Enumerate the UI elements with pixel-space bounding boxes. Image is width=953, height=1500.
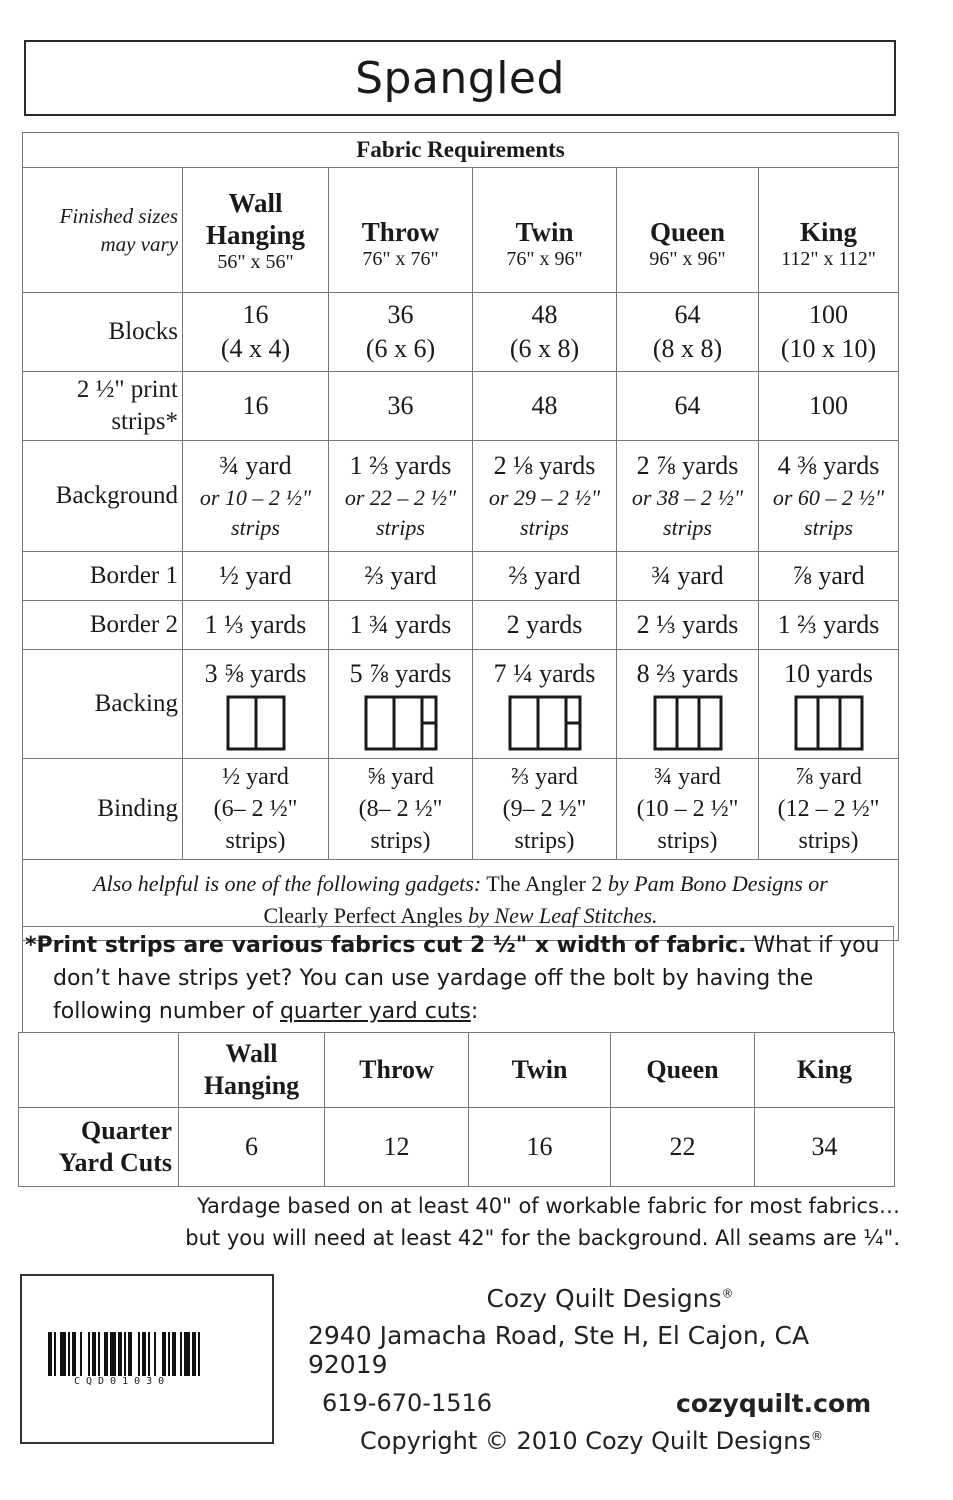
print-strips-cell: 64: [617, 372, 759, 441]
print-strips-row: [23, 372, 899, 441]
backing-diagram-icon: [226, 695, 286, 751]
border1-row: [23, 552, 899, 601]
quarter-header-cell: Throw: [325, 1033, 469, 1108]
backing-cell: 3 ⅝ yards: [183, 650, 329, 759]
quarter-value-cell: 6: [179, 1108, 325, 1187]
quarter-value-cell: 34: [755, 1108, 895, 1187]
background-cell: 1 ⅔ yards or 22 – 2 ½" strips: [329, 441, 473, 552]
fabric-requirements-table: [22, 132, 899, 941]
backing-diagram-icon: [653, 695, 723, 751]
background-label: Background: [23, 441, 183, 552]
border2-label: Border 2: [23, 601, 183, 650]
blocks-label: Blocks: [23, 293, 183, 372]
binding-cell: ½ yard (6– 2 ½" strips): [183, 759, 329, 860]
blocks-cell: 36 (6 x 6): [329, 293, 473, 372]
quarter-value-cell: 22: [611, 1108, 755, 1187]
company-phone: 619-670-1516: [322, 1389, 493, 1417]
pattern-title: Spangled: [355, 52, 565, 104]
backing-cell: 10 yards: [759, 650, 899, 759]
quarter-header-row: [19, 1033, 895, 1108]
backing-diagram-icon: [508, 695, 582, 751]
background-cell: 4 ⅜ yards or 60 – 2 ½" strips: [759, 441, 899, 552]
yardage-note: Yardage based on at least 40" of workable fabric for most fabrics… but you will need at least 42" for the background. All seams are ¼".: [185, 1194, 900, 1250]
company-name: Cozy Quilt Designs®: [486, 1284, 734, 1313]
size-twin: Twin 76" x 96": [473, 168, 617, 293]
binding-cell: ⅔ yard (9– 2 ½" strips): [473, 759, 617, 860]
border2-cell: 1 ⅔ yards: [759, 601, 899, 650]
blocks-row: [23, 293, 899, 372]
binding-cell: ⅝ yard (8– 2 ½" strips): [329, 759, 473, 860]
backing-cell: 7 ¼ yards: [473, 650, 617, 759]
blocks-cell: 64 (8 x 8): [617, 293, 759, 372]
background-cell: ¾ yard or 10 – 2 ½" strips: [183, 441, 329, 552]
finished-sizes-note: Finished sizes may vary: [23, 168, 183, 293]
border2-cell: 1 ¾ yards: [329, 601, 473, 650]
backing-label: Backing: [23, 650, 183, 759]
backing-cell: 5 ⅞ yards: [329, 650, 473, 759]
border1-cell: ⅔ yard: [473, 552, 617, 601]
blocks-cell: 100 (10 x 10): [759, 293, 899, 372]
binding-cell: ¾ yard (10 – 2 ½" strips): [617, 759, 759, 860]
quarter-yard-cuts-label: Quarter Yard Cuts: [19, 1108, 179, 1187]
gadgets-note: Also helpful is one of the following gadgets: The Angler 2 by Pam Bono Designs or Clearly Perfect Angles by New Leaf Stitches.: [23, 860, 899, 941]
quarter-header-cell: Twin: [469, 1033, 611, 1108]
print-strips-definition: *Print strips are various fabrics cut 2 ½" x width of fabric.: [25, 933, 747, 958]
backing-diagram-icon: [794, 695, 864, 751]
print-strips-note: *Print strips are various fabrics cut 2 ½" x width of fabric. What if you don’t have strips yet? You can use yardage off the bolt by having the following number of quarter yard cuts:: [22, 926, 894, 1032]
quarter-yard-cuts-table: [18, 1032, 895, 1187]
size-wall-hanging: Wall Hanging 56" x 56": [183, 168, 329, 293]
print-strips-label: 2 ½" print strips*: [23, 372, 183, 441]
company-address: 2940 Jamacha Road, Ste H, El Cajon, CA 92019: [308, 1321, 810, 1379]
quarter-header-cell: Wall Hanging: [179, 1033, 325, 1108]
barcode-icon: [48, 1332, 248, 1376]
barcode-text: CQD01030: [74, 1376, 171, 1387]
border1-label: Border 1: [23, 552, 183, 601]
copyright: Copyright © 2010 Cozy Quilt Designs®: [360, 1427, 823, 1455]
quarter-header-cell: King: [755, 1033, 895, 1108]
size-header-row: [23, 168, 899, 293]
binding-cell: ⅞ yard (12 – 2 ½" strips): [759, 759, 899, 860]
print-strips-cell: 48: [473, 372, 617, 441]
company-website: cozyquilt.com: [676, 1389, 872, 1418]
border1-cell: ¾ yard: [617, 552, 759, 601]
background-cell: 2 ⅞ yards or 38 – 2 ½" strips: [617, 441, 759, 552]
quarter-header-cell: Queen: [611, 1033, 755, 1108]
background-row: [23, 441, 899, 552]
border1-cell: ⅞ yard: [759, 552, 899, 601]
fabric-requirements-heading: Fabric Requirements: [23, 133, 899, 168]
empty-corner-cell: [19, 1033, 179, 1108]
backing-cell: 8 ⅔ yards: [617, 650, 759, 759]
company-info: [300, 1284, 880, 1455]
size-throw: Throw 76" x 76": [329, 168, 473, 293]
quarter-value-cell: 16: [469, 1108, 611, 1187]
quarter-yard-cuts-term: quarter yard cuts: [279, 999, 471, 1024]
title-box: [24, 40, 896, 116]
backing-row: [23, 650, 899, 759]
binding-label: Binding: [23, 759, 183, 860]
print-strips-cell: 100: [759, 372, 899, 441]
border2-cell: 2 yards: [473, 601, 617, 650]
print-strips-cell: 16: [183, 372, 329, 441]
border2-row: [23, 601, 899, 650]
backing-diagram-icon: [364, 695, 438, 751]
quarter-data-row: [19, 1108, 895, 1187]
border2-cell: 1 ⅓ yards: [183, 601, 329, 650]
border1-cell: ⅔ yard: [329, 552, 473, 601]
binding-row: [23, 759, 899, 860]
blocks-cell: 16 (4 x 4): [183, 293, 329, 372]
barcode-box: [20, 1274, 274, 1444]
border2-cell: 2 ⅓ yards: [617, 601, 759, 650]
background-cell: 2 ⅛ yards or 29 – 2 ½" strips: [473, 441, 617, 552]
blocks-cell: 48 (6 x 8): [473, 293, 617, 372]
size-queen: Queen 96" x 96": [617, 168, 759, 293]
company-contact: [322, 1389, 880, 1423]
print-strips-cell: 36: [329, 372, 473, 441]
quarter-value-cell: 12: [325, 1108, 469, 1187]
border1-cell: ½ yard: [183, 552, 329, 601]
size-king: King 112" x 112": [759, 168, 899, 293]
